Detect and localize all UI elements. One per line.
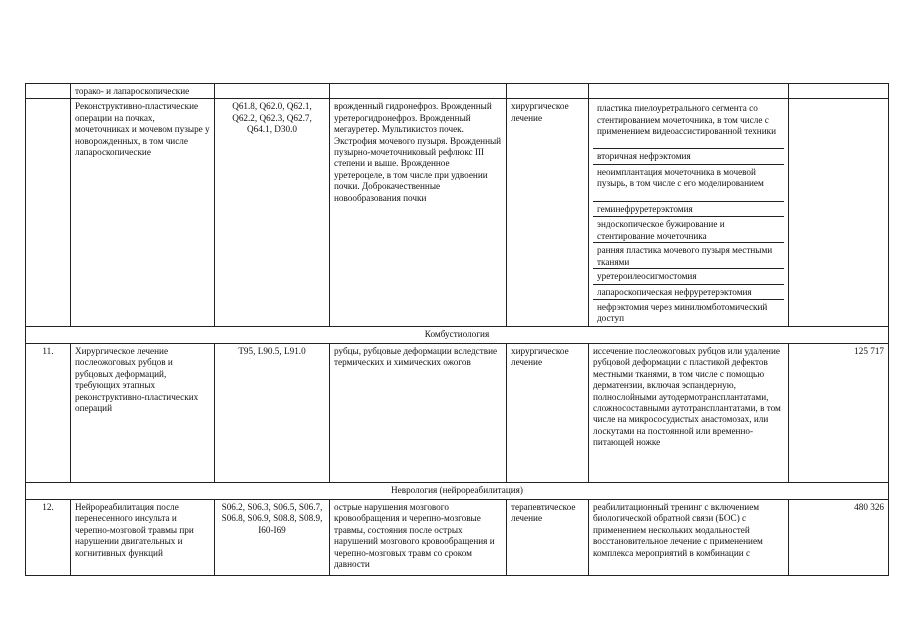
cost-cell: 125 717 (789, 344, 889, 483)
service-cell: Нейрореабилитация после перенесенного инсульта и черепно-мозговой травмы при нарушении двигательных и когнитивных функций (71, 500, 215, 576)
model-cell: острые нарушения мозгового кровообращения и черепно-мозговые травмы, состояния после острых нарушений мозгового кровообращения и черепно-мозговых травм со сроком давности (330, 500, 507, 576)
table-row (26, 500, 889, 576)
service-cell: торако- и лапароскопические (71, 84, 215, 99)
section-row (26, 483, 889, 500)
codes-cell: S06.2, S06.3, S06.5, S06.7, S06.8, S06.9, S08.8, S08.9, I60-I69 (215, 500, 330, 576)
treatment-cell: хирургическое лечение (507, 344, 589, 483)
section-title: Комбустиология (26, 327, 889, 344)
method-item: геминефруретерэктомия (593, 202, 784, 217)
method-item: пластика пиелоуретрального сегмента со стентированием мочеточника, в том числе с применением видеоассистированной техники (593, 101, 784, 149)
num-cell (26, 99, 71, 327)
model-cell: рубцы, рубцовые деформации вследствие термических и химических ожогов (330, 344, 507, 483)
method-cell: иссечение послеожоговых рубцов или удаление рубцовой деформации с пластикой дефектов местными тканями, в том числе с помощью дерматензии, включая эспандерную, полнослойными аутодермотрансплантатами, сложносоставными аутотрансплантатами, в том числе на микрососудистых анастомозах, или лоскутами на постоянной или временно-питающей ножке (589, 344, 789, 483)
method-item: неоимплантация мочеточника в мочевой пузырь, в том числе с его моделированием (593, 165, 784, 202)
service-cell: Реконструктивно-пластические операции на почках, мочеточниках и мочевом пузыре у новорожденных, в том числе лапароскопические (71, 99, 215, 327)
cost-cell: 480 326 (789, 500, 889, 576)
cost-cell (789, 99, 889, 327)
treatment-cell (507, 84, 589, 99)
section-row (26, 327, 889, 344)
table-row (26, 344, 889, 483)
method-cell: реабилитационный тренинг с включением биологической обратной связи (БОС) с применением нескольких модальностей восстановительное лечение с применением комплекса мероприятий в комбинации с (589, 500, 789, 576)
method-item: уретероилеосигмостомия (593, 269, 784, 284)
codes-cell (215, 84, 330, 99)
method-item: вторичная нефрэктомия (593, 149, 784, 164)
treatment-cell: терапевтическое лечение (507, 500, 589, 576)
num-cell (26, 84, 71, 99)
method-cell (589, 84, 789, 99)
num-cell: 12. (26, 500, 71, 576)
codes-cell: Q61.8, Q62.0, Q62.1, Q62.2, Q62.3, Q62.7, Q64.1, D30.0 (215, 99, 330, 327)
medical-services-table (25, 83, 889, 576)
method-item: эндоскопическое бужирование и стентирование мочеточника (593, 217, 784, 243)
codes-cell: T95, L90.5, L91.0 (215, 344, 330, 483)
method-item: ранняя пластика мочевого пузыря местными тканями (593, 243, 784, 269)
section-title: Неврология (нейрореабилитация) (26, 483, 889, 500)
model-cell (330, 84, 507, 99)
method-item: нефрэктомия через минилюмботомический доступ (597, 302, 768, 324)
cost-cell (789, 84, 889, 99)
table-row (26, 99, 889, 327)
method-item: лапароскопическая нефруретерэктомия (593, 285, 784, 300)
table-row (26, 84, 889, 99)
num-cell: 11. (26, 344, 71, 483)
treatment-cell: хирургическое лечение (507, 99, 589, 327)
methods-cell (589, 99, 789, 327)
model-cell: врожденный гидронефроз. Врожденный уретерогидронефроз. Врожденный мегауретер. Мультикистоз почек. Экстрофия мочевого пузыря. Врожденный пузырно-мочеточниковый рефлюкс III степени и выше. Врожденное уретероцеле, в том числе при удвоении почки. Доброкачественные новообразования почки (330, 99, 507, 327)
service-cell: Хирургическое лечение послеожоговых рубцов и рубцовых деформаций, требующих этапных реконструктивно-пластических операций (71, 344, 215, 483)
